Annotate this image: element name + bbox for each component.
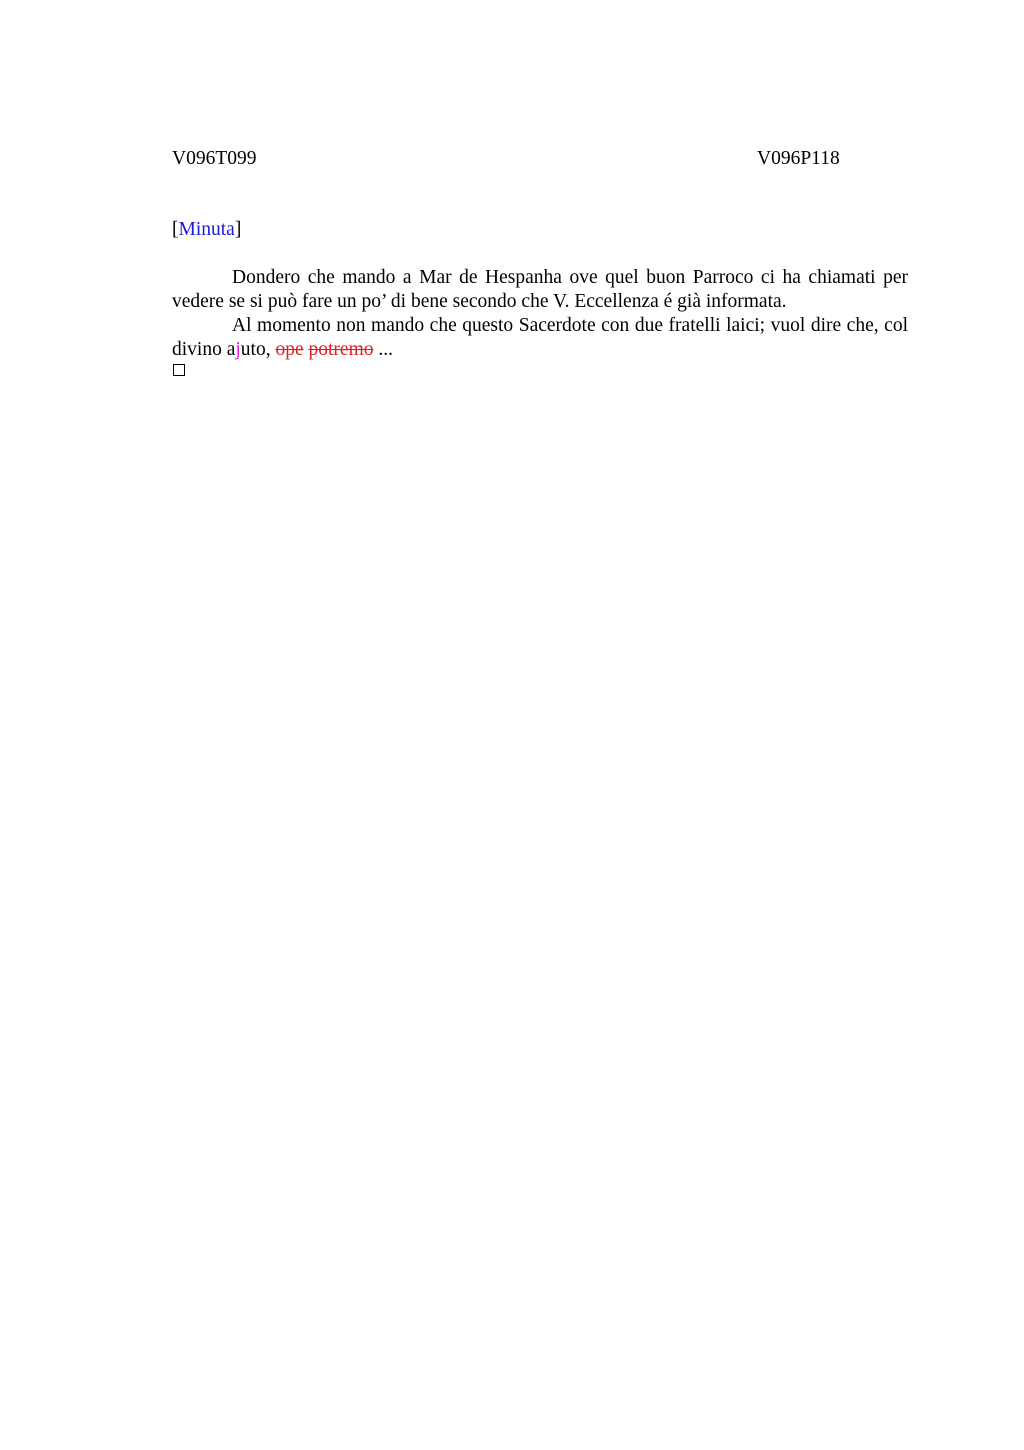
document-type-label (172, 218, 241, 242)
document-code: V096T099 (172, 148, 257, 169)
paragraph-2-text: Al momento non mando che questo Sacerdote con due fratelli laici; vuol dire che, col divino a (172, 315, 908, 360)
ellipsis: ... (373, 339, 393, 360)
deleted-word: potremo (308, 339, 374, 360)
open-bracket: [ (172, 219, 179, 240)
page-code: V096P118 (757, 148, 840, 169)
deleted-word: ope (275, 339, 304, 360)
paragraph-1: Dondero che mando a Mar de Hespanha ove quel buon Parroco ci ha chiamati per vedere se si può fare un po’ di bene secondo che V. Eccellenza é già informata. (172, 267, 908, 312)
square-outline-icon (173, 364, 185, 376)
close-bracket: ] (234, 219, 242, 240)
paragraph-2 (172, 314, 908, 362)
paragraph-2-text-continued: uto, (240, 339, 276, 360)
document-body (172, 266, 908, 362)
document-type-text: Minuta (178, 219, 235, 240)
inserted-letter: j (235, 339, 241, 360)
